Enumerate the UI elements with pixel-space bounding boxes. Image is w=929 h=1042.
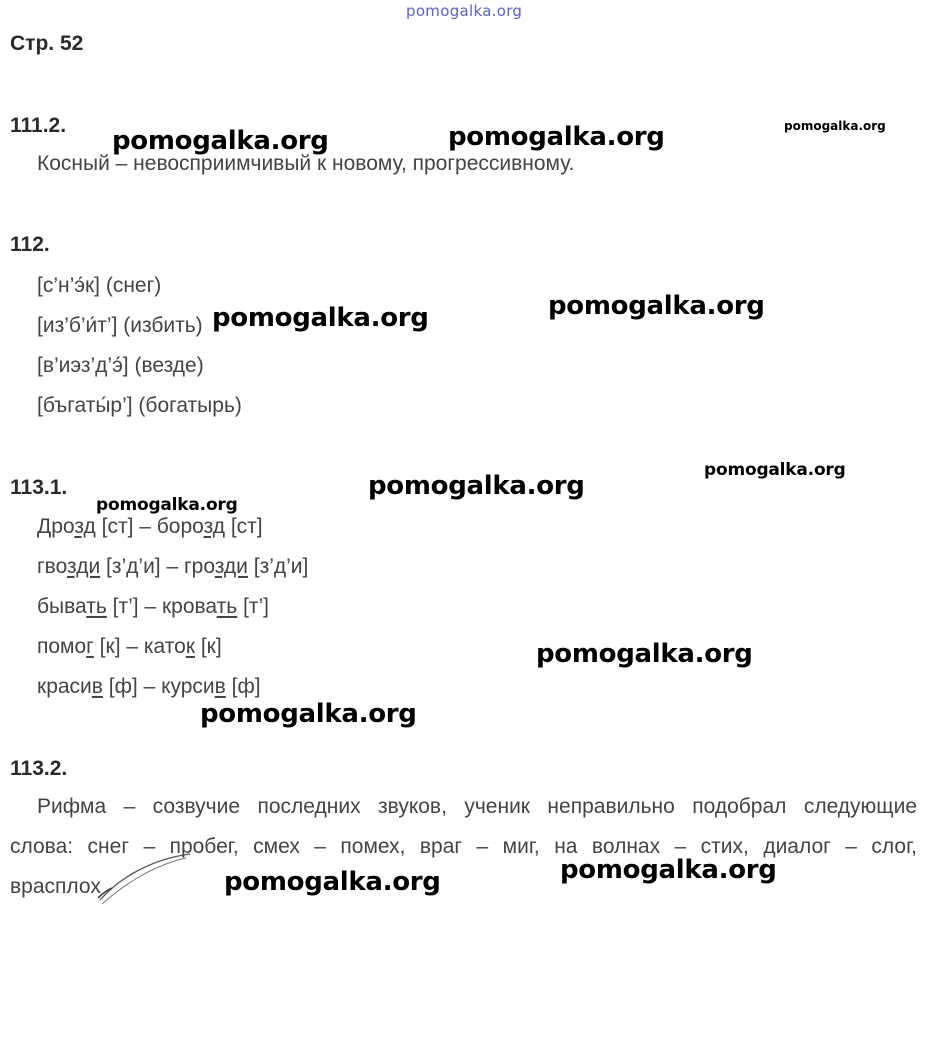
word-pair-row: Дрозд [ст] – борозд [ст] [37,515,263,538]
paragraph-line: Рифма – созвучие последних звуков, ученик неправильно подобрал следующие [37,795,917,818]
word-pair-row: гвозди [з’д’и] – грозди [з’д’и] [37,555,309,578]
page-title: Стр. 52 [10,32,84,55]
paragraph-line: слова: снег – пробег, смех – помех, враг – миг, на волнах – стих, диалог – слог, [10,835,917,858]
pen-scribble [90,848,200,908]
transcription-line: [из’б’и́т’] (избить) [37,314,203,337]
transcription-line: [бъгаты́р’] (богатырь) [37,394,242,417]
word-pair-row: красив [ф] – курсив [ф] [37,675,261,698]
watermark-overlay: pomogalka.org [784,119,886,133]
watermark-overlay: pomogalka.org [212,303,429,333]
exercise-113-1-number: 113.1. [10,476,68,499]
watermark-overlay: pomogalka.org [560,855,777,885]
exercise-111-2-text: Косный – невосприимчивый к новому, прогрессивному. [37,152,575,175]
paragraph-line: врасплох [10,875,101,898]
transcription-line: [с’н’э́к] (снег) [37,274,162,297]
watermark-overlay: pomogalka.org [368,471,585,501]
word-pair-row: помог [к] – каток [к] [37,635,222,658]
watermark-overlay: pomogalka.org [224,867,441,897]
watermark-overlay: pomogalka.org [96,495,238,515]
exercise-112-number: 112. [10,233,50,256]
watermark-overlay: pomogalka.org [536,639,753,669]
transcription-line: [в’иэз’д’э́] (везде) [37,354,204,377]
watermark-overlay: pomogalka.org [200,699,417,729]
watermark-overlay: pomogalka.org [704,460,846,480]
exercise-113-2-number: 113.2. [10,757,68,780]
word-pair-row: бывать [т’] – кровать [т’] [37,595,270,618]
watermark-overlay: pomogalka.org [548,291,765,321]
watermark-overlay: pomogalka.org [112,126,329,156]
exercise-111-2-number: 111.2. [10,114,67,137]
watermark-top: pomogalka.org [406,2,523,20]
watermark-overlay: pomogalka.org [448,122,665,152]
